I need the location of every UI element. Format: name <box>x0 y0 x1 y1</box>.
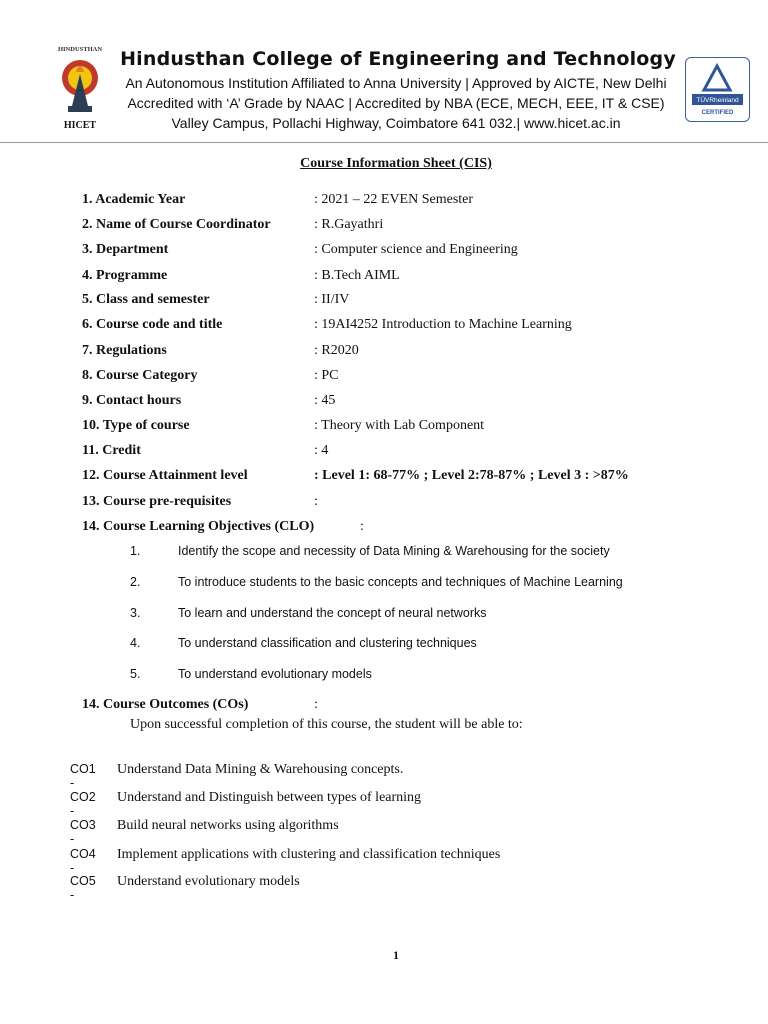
cert-brand-text: TÜVRheinland <box>696 97 739 104</box>
info-label: 10. Type of course <box>82 418 190 433</box>
college-logo-icon <box>52 44 108 132</box>
info-label: 4. Programme <box>82 268 168 283</box>
cert-status-text: CERTIFIED <box>701 110 734 116</box>
info-value: : 4 <box>314 443 329 458</box>
clo-number: 5. <box>130 667 141 681</box>
clo-number: 1. <box>130 544 141 558</box>
info-label: 12. Course Attainment level <box>82 468 248 483</box>
clo-text: To understand classification and clustering techniques <box>178 636 477 650</box>
info-label: 2. Name of Course Coordinator <box>82 217 271 232</box>
info-value: : Computer science and Engineering <box>314 242 518 257</box>
clo-number: 2. <box>130 575 141 589</box>
info-label: 1. Academic Year <box>82 192 186 207</box>
co-text: Implement applications with clustering and classification techniques <box>117 847 501 862</box>
page-number: 1 <box>393 948 399 962</box>
co-intro-text: Upon successful completion of this course, the student will be able to: <box>130 717 523 732</box>
info-value: : 2021 – 22 EVEN Semester <box>314 192 474 207</box>
info-label: 11. Credit <box>82 443 141 458</box>
info-value: : R2020 <box>314 343 359 358</box>
clo-number: 4. <box>130 636 141 650</box>
tuv-certified-badge-icon <box>685 57 750 122</box>
page-header <box>0 0 768 143</box>
clo-text: To learn and understand the concept of neural networks <box>178 606 487 620</box>
logo-abbrev-text: HICET <box>63 120 97 131</box>
co-text: Understand Data Mining & Warehousing concepts. <box>117 762 404 777</box>
info-value: : PC <box>314 368 339 383</box>
college-name: Hindusthan College of Engineering and Technology <box>120 48 676 70</box>
logo-name-text: HINDUSTHAN <box>57 46 103 53</box>
info-value: : B.Tech AIML <box>314 268 400 283</box>
co-code: CO5 - <box>70 874 96 902</box>
clo-text: To introduce students to the basic concepts and techniques of Machine Learning <box>178 575 623 589</box>
info-label: 5. Class and semester <box>82 292 210 307</box>
info-value: : <box>360 519 364 534</box>
co-code: CO4 - <box>70 847 96 875</box>
co-text: Understand evolutionary models <box>117 874 300 889</box>
info-label: 8. Course Category <box>82 368 198 383</box>
info-value: : R.Gayathri <box>314 217 384 232</box>
co-code: CO3 - <box>70 818 96 846</box>
info-value: : <box>314 697 318 712</box>
sheet-title: Course Information Sheet (CIS) <box>300 156 492 171</box>
clo-number: 3. <box>130 606 141 620</box>
co-code: CO2 - <box>70 790 96 818</box>
info-label: 6. Course code and title <box>82 317 223 332</box>
header-accreditation-line: Accredited with ‘A’ Grade by NAAC | Accredited by NBA (ECE, MECH, EEE, IT & CSE) <box>127 95 665 111</box>
info-value: : 19AI4252 Introduction to Machine Learning <box>314 317 572 332</box>
info-label: 3. Department <box>82 242 169 257</box>
info-label: 14. Course Outcomes (COs) <box>82 697 249 712</box>
info-value: : II/IV <box>314 292 350 307</box>
clo-text: Identify the scope and necessity of Data Mining & Warehousing for the society <box>178 544 610 558</box>
info-label: 14. Course Learning Objectives (CLO) <box>82 519 315 534</box>
header-affiliation-line: An Autonomous Institution Affiliated to Anna University | Approved by AICTE, New Delhi <box>125 75 667 91</box>
info-value: : 45 <box>314 393 336 408</box>
clo-text: To understand evolutionary models <box>178 667 372 681</box>
co-text: Understand and Distinguish between types of learning <box>117 790 422 805</box>
info-value: : Level 1: 68-77% ; Level 2:78-87% ; Level 3 : >87% <box>314 468 629 483</box>
info-label: 7. Regulations <box>82 343 167 358</box>
co-text: Build neural networks using algorithms <box>117 818 339 833</box>
info-value: : Theory with Lab Component <box>314 418 485 433</box>
info-value: : <box>314 494 318 509</box>
header-address-line: Valley Campus, Pollachi Highway, Coimbatore 641 032.| www.hicet.ac.in <box>171 115 621 131</box>
info-label: 13. Course pre-requisites <box>82 494 232 509</box>
info-label: 9. Contact hours <box>82 393 182 408</box>
co-code: CO1 - <box>70 762 96 790</box>
